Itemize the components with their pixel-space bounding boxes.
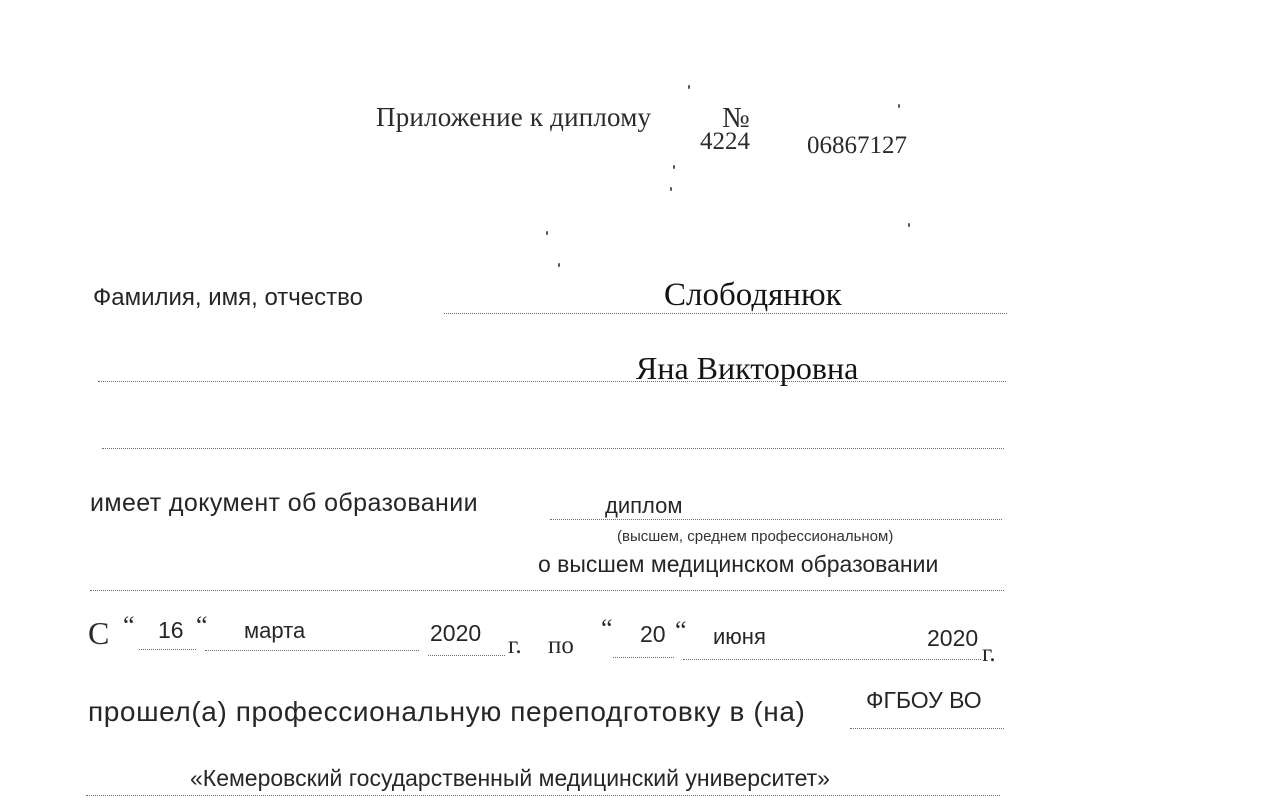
- scan-speck: [558, 263, 560, 267]
- start-month-line: [205, 650, 419, 651]
- scan-speck: [546, 231, 548, 235]
- document-type-hint: (высшем, среднем профессиональном): [617, 528, 894, 545]
- start-year-line: [428, 655, 505, 656]
- end-open-quote: “: [601, 614, 613, 643]
- start-day-value: 16: [158, 617, 184, 643]
- scan-speck: [908, 223, 910, 227]
- start-close-quote: “: [196, 611, 208, 640]
- organization-name-line: [86, 795, 1000, 796]
- end-close-quote: “: [675, 616, 687, 645]
- start-month-value: марта: [244, 618, 306, 643]
- appendix-title: Приложение к диплому: [376, 102, 652, 132]
- start-day-line: [139, 649, 196, 650]
- organization-type-value: ФГБОУ ВО: [866, 687, 982, 713]
- diploma-number: 06867127: [807, 132, 907, 159]
- end-month-line: [683, 659, 981, 660]
- document-type-value: диплом: [605, 493, 683, 518]
- organization-name-value: «Кемеровский государственный медицинский университет»: [190, 765, 830, 791]
- training-label: прошел(а) профессиональную переподготовку в (на): [88, 696, 806, 727]
- name-line: [98, 381, 1006, 382]
- end-month-value: июня: [713, 624, 766, 649]
- education-level-line: [90, 590, 1004, 591]
- end-day-value: 20: [640, 621, 666, 647]
- start-year-value: 2020: [430, 620, 482, 646]
- end-year-suffix: г.: [982, 640, 996, 667]
- end-year-value: 2020: [927, 625, 979, 651]
- period-to: по: [548, 632, 574, 659]
- end-day-line: [613, 657, 674, 658]
- education-level-value: о высшем медицинском образовании: [538, 551, 939, 577]
- document-type-line: [550, 519, 1002, 520]
- start-year-suffix: г.: [508, 632, 522, 659]
- diploma-series: 4224: [700, 128, 750, 155]
- period-prefix: С: [88, 615, 110, 651]
- surname-value: Слободянюк: [664, 277, 842, 313]
- scan-speck: [898, 104, 900, 108]
- start-open-quote: “: [123, 611, 135, 640]
- scan-speck: [673, 165, 675, 169]
- scan-speck: [670, 187, 672, 191]
- blank-line: [102, 448, 1004, 449]
- full-name-label: Фамилия, имя, отчество: [93, 284, 363, 311]
- number-sign: №: [722, 102, 750, 134]
- scan-speck: [688, 85, 690, 89]
- name-patronymic-value: Яна Викторовна: [636, 350, 859, 386]
- training-line: [850, 728, 1004, 729]
- education-label: имеет документ об образовании: [90, 489, 478, 517]
